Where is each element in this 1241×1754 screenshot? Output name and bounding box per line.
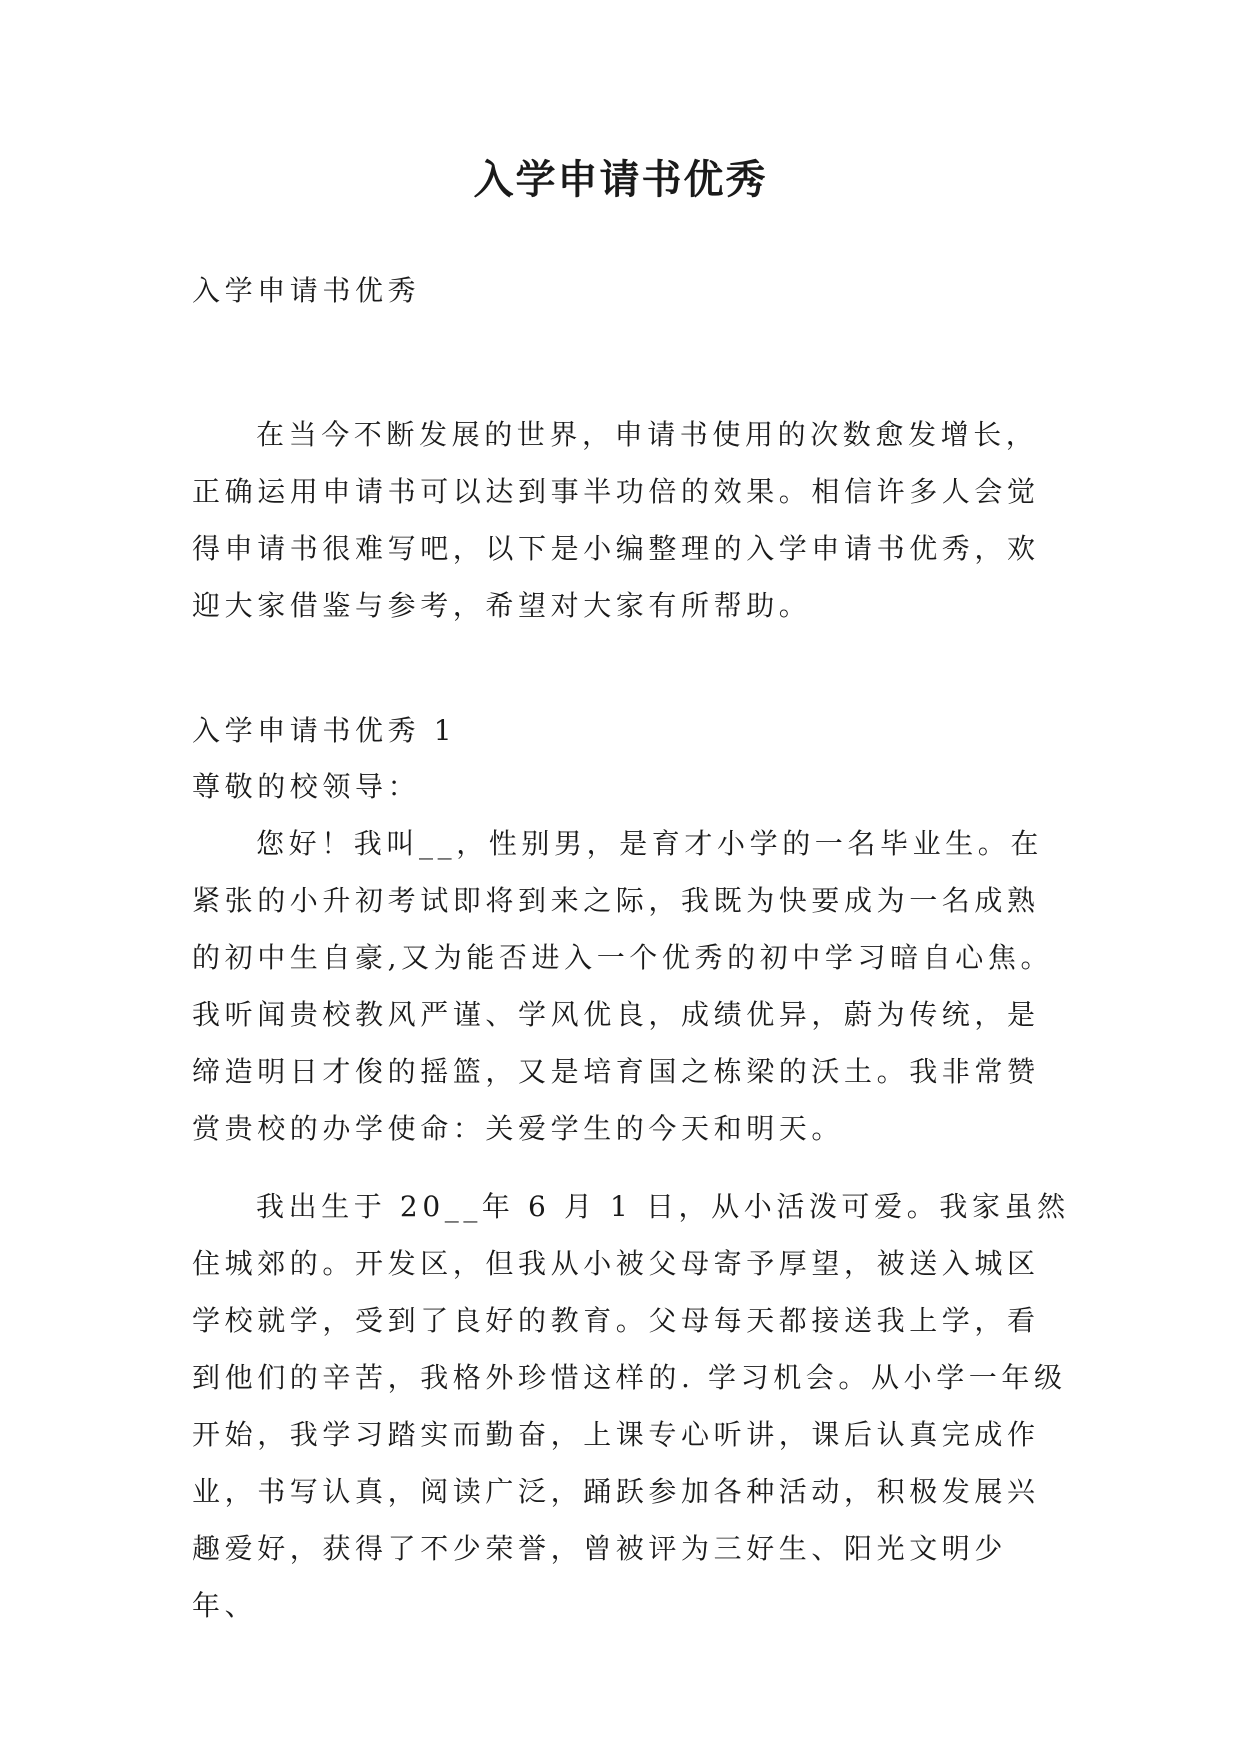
document-subtitle: 入学申请书优秀 xyxy=(192,274,421,307)
body-paragraph-2: 我出生于 20__年 6 月 1 日，从小活泼可爱。我家虽然住城郊的。开发区，但我从小被父母寄予厚望，被送入城区学校就学，受到了良好的教育。父母每天都接送我上学，看到他们的辛苦，我格外珍惜这样的. 学习机会。从小学一年级开始，我学习踏实而勤奋，上课专心听讲，课后认真完成作业，书写认真，阅读广泛，踊跃参加各种活动，积极发展兴趣爱好，获得了不少荣誉，曾被评为三好生、阳光文明少年、 xyxy=(192,1190,1070,1622)
intro-paragraph: 在当今不断发展的世界，申请书使用的次数愈发增长，正确运用申请书可以达到事半功倍的效果。相信许多人会觉得申请书很难写吧，以下是小编整理的入学申请书优秀，欢迎大家借鉴与参考，希望对大家有所帮助。 xyxy=(192,418,1040,622)
section-heading: 入学申请书优秀 1 xyxy=(192,714,457,747)
salutation: 尊敬的校领导： xyxy=(192,770,421,803)
body-paragraph-1: 您好！我叫__，性别男，是育才小学的一名毕业生。在紧张的小升初考试即将到来之际，我既为快要成为一名成熟的初中生自豪,又为能否进入一个优秀的初中学习暗自心焦。我听闻贵校教风严谨、学风优良，成绩优异，蔚为传统，是缔造明日才俊的摇篮，又是培育国之栋梁的沃土。我非常赞赏贵校的办学使命：关爱学生的今天和明天。 xyxy=(192,827,1054,1145)
document-title: 入学申请书优秀 xyxy=(473,157,768,203)
